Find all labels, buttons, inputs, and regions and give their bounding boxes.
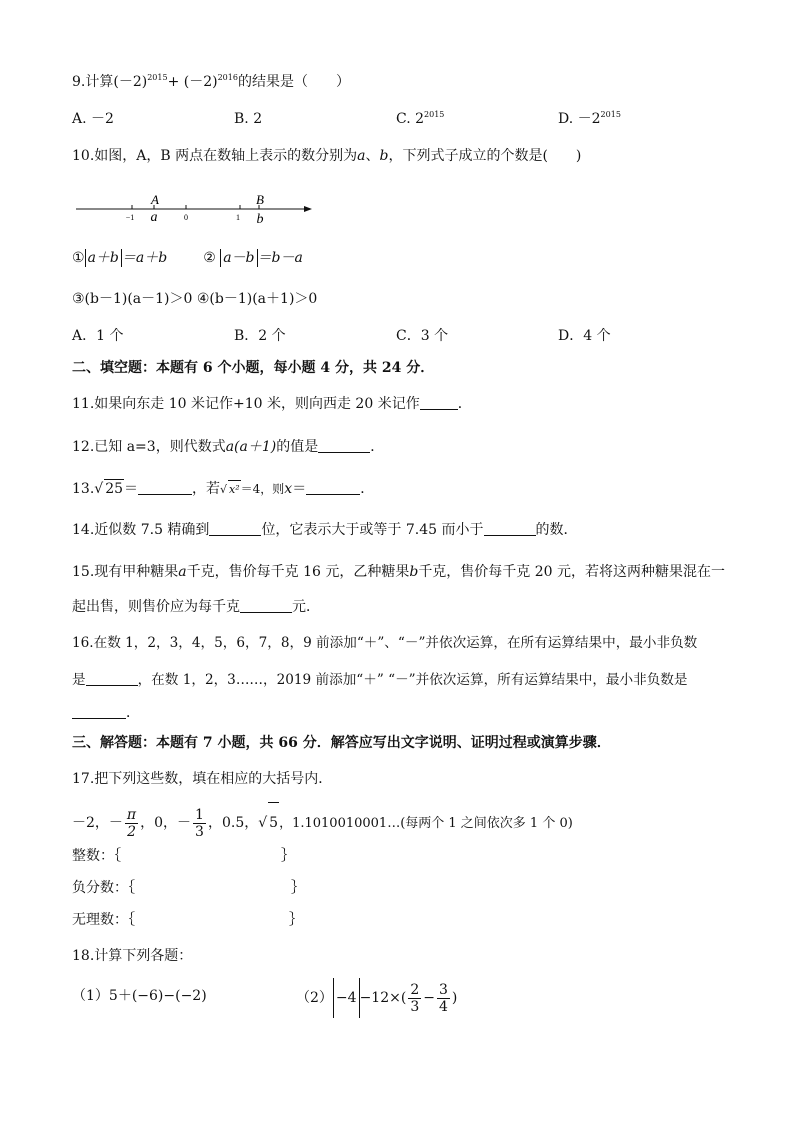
q10-s1-num: ① bbox=[72, 250, 85, 266]
q9-stem bbox=[72, 73, 350, 91]
q18-fraction-3-over-4 bbox=[437, 982, 450, 1015]
fraction-numerator: 2 bbox=[410, 981, 420, 998]
q9-option-c-exp: 2015 bbox=[424, 110, 445, 119]
q13-mid: ，若 bbox=[192, 481, 221, 497]
q17-negative-fractions-label: 负分数：｛ bbox=[72, 880, 135, 896]
q14-answer-blank-2 bbox=[484, 521, 536, 536]
q10-s1-rhs: ＝a＋b bbox=[121, 250, 168, 266]
q17-numbers bbox=[72, 802, 573, 844]
q10-s2-rhs: ＝b－a bbox=[257, 250, 303, 266]
q12-post: 的值是 bbox=[276, 439, 319, 455]
q10-stem bbox=[72, 147, 581, 165]
q18-p2-abs: −4 bbox=[333, 978, 360, 1018]
q10-sep: 、 bbox=[365, 148, 380, 164]
q16-line-3 bbox=[72, 704, 140, 722]
q9-option-d-exp: 2015 bbox=[600, 110, 621, 119]
q14-end: 的数． bbox=[535, 522, 578, 538]
q9-base1: (－2) bbox=[113, 74, 148, 90]
q10-s2-abs: a－b bbox=[220, 249, 257, 267]
q13-end: ． bbox=[360, 481, 375, 497]
fraction-numerator: 3 bbox=[438, 981, 448, 998]
q10-suffix: ，下列式子成立的个数是( ) bbox=[388, 148, 582, 164]
q10-s1-abs: a＋b bbox=[85, 249, 122, 267]
q16-line-2 bbox=[72, 671, 688, 689]
point-label-a: a bbox=[150, 210, 158, 225]
q17-radicand: 5 bbox=[268, 802, 279, 843]
q15-post: 千克，售价每千克 20 元，若将这两种糖果混在一 bbox=[418, 564, 726, 580]
q15-l2-pre: 起出售，则售价应为每千克 bbox=[72, 599, 240, 615]
q9-exp2: 2016 bbox=[217, 73, 238, 82]
q17-integers-row bbox=[72, 847, 295, 865]
q16-l3-end: ． bbox=[126, 705, 140, 721]
point-label-A: A bbox=[151, 192, 159, 207]
point-label-B: B bbox=[256, 192, 264, 207]
q9-option-a: A. －2 bbox=[72, 111, 114, 127]
q12-end: ． bbox=[370, 439, 385, 455]
q17-n1: －2，－ bbox=[72, 815, 123, 831]
fraction-denominator: 2 bbox=[127, 823, 136, 840]
q13-answer-blank-1 bbox=[138, 480, 192, 495]
q17-n4: ，1.1010010001…(每两个 1 之间依次多 1 个 0) bbox=[279, 816, 573, 831]
q10-option-b: B．2 个 bbox=[234, 328, 286, 344]
section-fill-in-heading: 二、填空题：本题有 6 个小题，每小题 4 分，共 24 分． bbox=[72, 360, 435, 376]
q9-suffix: 的结果是（ ） bbox=[237, 74, 350, 90]
q11 bbox=[72, 395, 472, 413]
q18-part-2 bbox=[296, 978, 457, 1018]
q18-close: ) bbox=[451, 990, 458, 1006]
q17-irrationals-close: ｝ bbox=[289, 912, 303, 928]
q13-num: 13. bbox=[72, 481, 95, 497]
q12 bbox=[72, 438, 384, 456]
q9-base2: (－2) bbox=[183, 74, 218, 90]
q14 bbox=[72, 521, 578, 539]
q9-exp1: 2015 bbox=[147, 73, 168, 82]
q9-option-d bbox=[558, 110, 621, 128]
q17-integers-close: ｝ bbox=[281, 848, 295, 864]
q15-var-a: a bbox=[178, 564, 187, 580]
tick-label-one: 1 bbox=[236, 213, 240, 222]
q17-n3: ，0.5， bbox=[207, 815, 259, 831]
q10-prefix: 10.如图，A，B 两点在数轴上表示的数分别为 bbox=[72, 148, 358, 164]
q10-s2-num: ② bbox=[203, 250, 216, 266]
q15-pre: 15.现有甲种糖果 bbox=[72, 564, 179, 580]
q16-l2-post: ，在数 1，2，3……，2019 前添加“＋” “－”并依次运算，所有运算结果中，最小非负数是 bbox=[137, 672, 688, 688]
point-label-b: b bbox=[256, 212, 264, 227]
q17-negative-fractions-row bbox=[72, 879, 305, 897]
tick-label-zero: 0 bbox=[184, 213, 188, 222]
q9-option-d-base: D. －2 bbox=[558, 111, 601, 127]
q18-title: 18.计算下列各题： bbox=[72, 948, 193, 964]
sqrt-symbol: √ bbox=[94, 481, 104, 497]
q15-var-b: b bbox=[409, 564, 419, 580]
q14-answer-blank-1 bbox=[209, 521, 261, 536]
q10-option-d: D．4 个 bbox=[558, 328, 611, 344]
q18-minus: − bbox=[423, 990, 435, 1006]
q15-line-1 bbox=[72, 563, 725, 581]
q10-var-a: a bbox=[357, 148, 366, 164]
q17-fraction-pi-over-2 bbox=[125, 807, 138, 840]
sqrt-symbol: √ bbox=[220, 483, 228, 496]
q12-expression: a(a＋1) bbox=[225, 439, 277, 455]
q14-mid: 位，它表示大于或等于 7.45 而小于 bbox=[261, 522, 484, 538]
fraction-numerator: 1 bbox=[195, 806, 204, 823]
q16-line-1: 16.在数 1，2，3，4，5，6，7，8，9 前添加“＋”、“－”并依次运算，在所有运算结果中，最小非负数 bbox=[72, 635, 698, 651]
q11-end: ． bbox=[457, 396, 472, 412]
q18-p2-pre: （2） bbox=[296, 990, 333, 1006]
q15-answer-blank bbox=[240, 598, 292, 613]
sqrt-symbol: √ bbox=[258, 815, 268, 831]
q10-var-b: b bbox=[379, 148, 389, 164]
q13 bbox=[72, 479, 374, 499]
section-solve-heading: 三、解答题：本题有 7 小题，共 66 分．解答应写出文字说明、证明过程或演算步骤． bbox=[72, 735, 611, 751]
q13-answer-blank-2 bbox=[306, 480, 360, 495]
fraction-numerator: π bbox=[126, 806, 137, 823]
tick-label-minus-one: −1 bbox=[125, 213, 135, 222]
q10-number-line bbox=[72, 188, 322, 228]
q18-p2-mid: −12×( bbox=[359, 990, 407, 1006]
q13-var-x: x bbox=[284, 481, 293, 497]
q16-l2-pre: 是 bbox=[72, 672, 86, 688]
q13-eq: ＝ bbox=[124, 481, 139, 497]
q13-radicand-2: x² bbox=[228, 480, 241, 499]
q17-integers-label: 整数：｛ bbox=[72, 848, 121, 864]
q18-fraction-2-over-3 bbox=[408, 982, 421, 1015]
q17-irrationals-label: 无理数：｛ bbox=[72, 912, 135, 928]
q18-part-1: （1）5＋(−6)−(−2) bbox=[72, 988, 207, 1004]
q15-l2-end: 元． bbox=[292, 599, 320, 615]
fraction-denominator: 3 bbox=[410, 998, 420, 1015]
q10-option-c: C．3 个 bbox=[396, 328, 449, 344]
q15-line-2 bbox=[72, 598, 320, 616]
q15-mid: 千克，售价每千克 16 元，乙种糖果 bbox=[186, 564, 410, 580]
q13-eq2: ＝4，则 bbox=[240, 482, 285, 496]
q9-option-c bbox=[396, 110, 444, 128]
q17-fraction-1-over-3 bbox=[193, 807, 206, 840]
q11-answer-blank bbox=[420, 395, 458, 410]
q9-plus: + bbox=[167, 74, 184, 90]
q17-negative-fractions-close: ｝ bbox=[291, 880, 305, 896]
number-line-arrow bbox=[304, 206, 312, 212]
fraction-denominator: 4 bbox=[438, 998, 448, 1015]
q11-text: 11.如果向东走 10 米记作+10 米，则向西走 20 米记作 bbox=[72, 396, 420, 412]
q16-answer-blank-2 bbox=[72, 704, 126, 719]
q13-eq3: ＝ bbox=[292, 481, 307, 497]
q9-option-c-base: C. 2 bbox=[396, 111, 425, 127]
q17-title: 17.把下列这些数，填在相应的大括号内． bbox=[72, 771, 333, 787]
q10-option-a: A．1 个 bbox=[72, 328, 124, 344]
q17-n2: ，0，－ bbox=[140, 815, 192, 831]
q13-radicand-1: 25 bbox=[105, 481, 124, 497]
q10-statements-1-2 bbox=[72, 249, 303, 267]
q17-irrationals-row bbox=[72, 911, 303, 929]
q9-option-b: B. 2 bbox=[234, 111, 263, 127]
q9-prefix: 9.计算 bbox=[72, 74, 114, 90]
q16-answer-blank-1 bbox=[86, 671, 138, 686]
q10-statements-3-4: ③(b－1)(a－1)＞0 ④(b－1)(a＋1)＞0 bbox=[72, 291, 318, 307]
fraction-denominator: 3 bbox=[195, 823, 204, 840]
q12-answer-blank bbox=[318, 438, 370, 453]
q14-pre: 14.近似数 7.5 精确到 bbox=[72, 522, 210, 538]
q12-pre: 12.已知 a=3，则代数式 bbox=[72, 439, 226, 455]
